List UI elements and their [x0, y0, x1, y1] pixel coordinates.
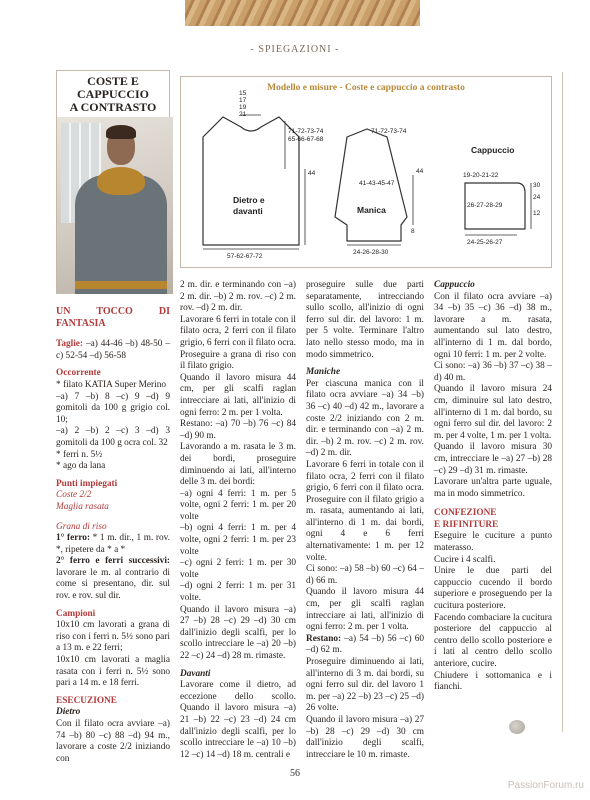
campioni-text: 10x10 cm lavorati a maglia rasata con i ferri n. 5½ sono pari a 14 m. e 18 ferri.	[56, 655, 170, 689]
column-2	[180, 280, 296, 761]
occorrente-title: Occorrente	[56, 368, 101, 379]
esecuzione-title: ESECUZIONE	[56, 695, 117, 706]
maniche-para: Quando il lavoro misura 44 cm, per gli scalfi raglan intrecciare ai lati, all'inizio di ogni ferro: 2 m. per 1 volta.	[306, 587, 424, 633]
col2-para: –b) ogni 4 ferri: 1 m. per 4 volte, ogni 2 ferri: 1 m. per 23 volte	[180, 523, 296, 557]
back-width: 57-62-67-72	[227, 253, 263, 260]
neck-size-3: 19	[239, 104, 247, 111]
column-3	[306, 280, 424, 761]
occorrente-line: * filato KATIA Super Merino	[56, 379, 166, 390]
yarn-ball-icon	[509, 720, 525, 734]
back-armhole-2: 65-66-67-68	[288, 136, 324, 143]
sleeve-cuff-height: 8	[411, 228, 415, 235]
maniche-para: Lavorare 6 ferri in totale con il filato ocra, 2 ferri con il filato grigio, 6 ferri con il filato ocra. Proseguire con il filato grigio a m. rasata, aumentando ai lati, all'interno di 1 m. dai bordi, ogni 4 e 6 ferri alternativamente: 1 m. per 12 volte.	[306, 459, 424, 563]
cappuccio-title: Cappuccio	[434, 280, 475, 290]
column-4	[434, 280, 552, 694]
occorrente-line: –a) 2 –b) 2 –c) 3 –d) 3 gomitoli da 100 g ocra col. 32	[56, 426, 170, 448]
grana-title: Grana di riso	[56, 521, 107, 532]
grana-row1: 1° ferro: * 1 m. dir., 1 m. rov. *, ripetere da * a *	[56, 533, 170, 555]
measurement-diagram	[180, 76, 552, 268]
diagram-svg	[181, 77, 551, 267]
maniche-title: Maniche	[306, 367, 341, 378]
col2-para: Lavorare 6 ferri in totale con il filato ocra, 2 ferri con il filato grigio, 6 ferri con il filato ocra. Proseguire a grana di riso con il filato grigio.	[180, 314, 296, 372]
hood-height-1: 30	[533, 182, 541, 189]
col2-para: 2 m. dir. e terminando con –a) 2 m. dir. –b) 2 m. rov. –c) 2 m. rov. –d) 2 m. dir.	[180, 280, 296, 314]
hood-height-3: 12	[533, 210, 541, 217]
section-header: - SPIEGAZIONI -	[250, 44, 340, 55]
punti-item: Maglia rasata	[56, 501, 109, 512]
sleeve-side-length: 44	[416, 168, 424, 175]
maniche-para: Per ciascuna manica con il filato ocra avviare –a) 34 –b) 36 –c) 40 –d) 42 m., lavorare a coste 2/2 iniziando con 2 m. dir. e terminando con –a) 2 m. dir. –b) 2 m. rov. –c) 2 m. rov. –d) 2 m. dir.	[306, 378, 424, 459]
campioni-title: Campioni	[56, 608, 96, 619]
cappuccio-para: Con il filato ocra avviare –a) 34 –b) 35 –c) 36 –d) 38 m., lavorare a m. rasata, aumentando sul lato destro, all'interno di 1 m. dal bordo, ogni 10 ferri: 1 m. per 2 volte.	[434, 291, 552, 360]
confezione-title: CONFEZIONE	[434, 508, 497, 519]
cappuccio-para: Lavorare un'altra parte uguale, ma in modo simmetrico.	[434, 477, 552, 499]
col2-para: –c) ogni 2 ferri: 1 m. per 30 volte	[180, 558, 296, 580]
confezione-para: Cucire i 4 scalfi.	[434, 554, 496, 565]
back-armhole-1: 71-72-73-74	[288, 128, 324, 135]
cappuccio-para: Ci sono: –a) 36 –b) 37 –c) 38 –d) 40 m.	[434, 361, 552, 383]
pattern-title: COSTE E CAPPUCCIO A CONTRASTO	[56, 70, 170, 117]
col2-para: –a) ogni 4 ferri: 1 m. per 5 volte, ogni 2 ferri: 1 m. per 20 volte	[180, 488, 296, 522]
model-photo	[56, 117, 173, 294]
maniche-para: Quando il lavoro misura –a) 27 –b) 28 –c) 29 –d) 30 cm dall'inizio degli scalfi, intrecciare le 10 m. rimaste.	[306, 714, 424, 760]
sidebar-text	[56, 306, 170, 765]
hood-label: Cappuccio	[471, 145, 515, 155]
sleeve-upper-width: 41-43-45-47	[359, 180, 395, 187]
taglie: Taglie: –a) 44-46 –b) 48-50 –c) 52-54 –d) 56-58	[56, 339, 170, 361]
back-label-1: Dietro e	[233, 195, 265, 205]
col2-para: Quando il lavoro misura 44 cm, per gli scalfi raglan intrecciare ai lati, all'inizio di ogni ferro: 2 m. per 1 volta.	[180, 372, 296, 418]
sidebar	[56, 70, 170, 294]
punti-item: Coste 2/2	[56, 490, 92, 501]
confezione-para: Unire le due parti del cappuccio cucendo il bordo superiore e proseguendo per la cucitura posteriore.	[434, 566, 552, 612]
col2-para: Quando il lavoro misura –a) 27 –b) 28 –c) 29 –d) 30 cm dall'inizio degli scalfi, per lo scollo intrecciare le –a) 20 –b) 22 –c) 24 –d) 28 m. rimaste.	[180, 604, 296, 661]
grana-row2: 2° ferro e ferri successivi: lavorare le m. al contrario di come si presentano, dir. sul rov. e rov. sul dir.	[56, 556, 170, 602]
hood-mid-width: 26-27-28-29	[467, 202, 503, 209]
hood-bottom-width: 24-25-26-27	[467, 239, 503, 246]
occorrente-line: –a) 7 –b) 8 –c) 9 –d) 9 gomitoli da 100 g grigio col. 10;	[56, 391, 170, 425]
watermark: PassionForum.ru	[507, 780, 584, 791]
neck-size-4: 21	[239, 111, 247, 118]
dietro-title: Dietro	[56, 707, 81, 718]
cappuccio-para: Quando il lavoro misura 24 cm, diminuire sul lato destro, all'interno di 1 m. dal bordo, su ogni ferro sul dir. del lavoro: 2 m. per 4 volte, 1 m. per 1 volta.	[434, 384, 552, 441]
confezione-title-2: E RIFINITURE	[434, 519, 499, 530]
column-divider	[562, 72, 563, 732]
cappuccio-para: Quando il lavoro misura 30 cm, intrecciare le –a) 27 –b) 28 –c) 29 –d) 31 m. rimaste.	[434, 442, 552, 476]
punti-title: Punti impiegati	[56, 478, 118, 489]
sleeve-top-size: 71-72-73-74	[371, 128, 407, 135]
page-number: 56	[290, 768, 300, 779]
campioni-text: 10x10 cm lavorati a grana di riso con i ferri n. 5½ sono pari a 13 m. e 22 ferri;	[56, 620, 170, 654]
sleeve-label: Manica	[357, 205, 386, 215]
col2-para: Lavorando a m. rasata le 3 m. dei bordi, proseguire diminuendo ai lati, all'interno delle 3 m. dei bordi:	[180, 442, 296, 488]
neck-size-2: 17	[239, 97, 247, 104]
subtitle: UN TOCCO DI FANTASIA	[56, 306, 170, 329]
back-label-2: davanti	[233, 206, 263, 216]
maniche-para: Ci sono: –a) 58 –b) 60 –c) 64 –d) 66 m.	[306, 564, 424, 586]
back-side-length: 44	[308, 170, 316, 177]
hood-top-size: 19-20-21-22	[463, 172, 499, 179]
sleeve-cuff-width: 24-26-28-30	[353, 249, 389, 256]
diagram-title: Modello e misure - Coste e cappuccio a contrasto	[267, 83, 465, 93]
col2-para: –d) ogni 2 ferri: 1 m. per 31 volte.	[180, 581, 296, 604]
maniche-restano: Restano: –a) 54 –b) 56 –c) 60 –d) 62 m.	[306, 633, 424, 656]
col3-intro: proseguire sulle due parti separatamente, intrecciando sullo scollo, all'inizio di ogni ferro sul dir. del lavoro: 1 m. per 5 volte. Terminare l'altro lato nello stesso modo, ma in modo simmetrico.	[306, 280, 424, 360]
knit-texture-strip	[185, 0, 420, 26]
confezione-para: Eseguire le cuciture a punto materasso.	[434, 531, 552, 554]
col2-para: Restano: –a) 70 –b) 76 –c) 84 –d) 90 m.	[180, 419, 296, 441]
confezione-para: Chiudere i sottomanica e i fianchi.	[434, 670, 552, 693]
confezione-para: Facendo combaciare la cucitura posteriore del cappuccio al centro dello scollo posteriore e i lati al centro dello scollo anteriore, cucire.	[434, 612, 552, 669]
occorrente-line: * ago da lana	[56, 461, 106, 472]
occorrente-line: * ferri n. 5½	[56, 449, 103, 460]
hood-height-2: 24	[533, 194, 541, 201]
neck-size-1: 15	[239, 90, 247, 97]
davanti-text: Lavorare come il dietro, ad eccezione dello scollo. Quando il lavoro misura –a) 21 –b) 22 –c) 23 –d) 24 cm dall'inizio degli scalfi, per lo scollo intrecciare le –a) 10 –b) 12 –c) 14 –d) 18 m. centrali e	[180, 680, 296, 760]
dietro-text: Con il filato ocra avviare –a) 74 –b) 80 –c) 88 –d) 94 m., lavorare a coste 2/2 iniziando con	[56, 719, 170, 764]
davanti-title: Davanti	[180, 668, 211, 679]
maniche-para: Proseguire diminuendo ai lati, all'interno di 3 m. dai bordi, su ogni ferro sul dir. del lavoro 1 m. per –a) 22 –b) 23 –c) 25 –d) 26 volte.	[306, 657, 424, 714]
